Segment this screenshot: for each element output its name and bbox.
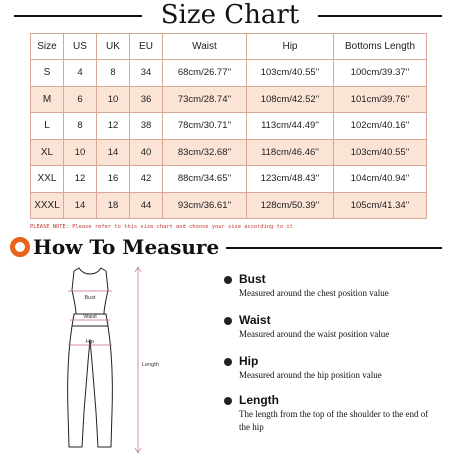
- how-to-measure-header: [0, 233, 456, 263]
- title-rule-left: [14, 15, 142, 17]
- column-header-hip: Hip: [247, 34, 334, 60]
- table-row: [31, 60, 427, 87]
- table-row: [31, 113, 427, 140]
- cell-size: M: [31, 86, 64, 113]
- cell-us: 8: [64, 113, 97, 140]
- column-header-waist: Waist: [163, 34, 247, 60]
- cell-hip: 108cm/42.52'': [247, 86, 334, 113]
- figure-label-hip: Hip: [85, 339, 95, 345]
- cell-bottoms-length: 103cm/40.55'': [334, 139, 427, 166]
- table-row: [31, 166, 427, 193]
- cell-waist: 88cm/34.65'': [163, 166, 247, 193]
- column-header-uk: UK: [97, 34, 130, 60]
- section-rule: [226, 247, 442, 249]
- measure-description: Measured around the waist position value: [239, 329, 390, 339]
- jumpsuit-outline-illustration: [30, 262, 210, 454]
- size-table: [30, 33, 427, 219]
- cell-waist: 93cm/36.61'': [163, 192, 247, 219]
- cell-uk: 10: [97, 86, 130, 113]
- measurement-figure: [30, 262, 210, 454]
- dot-icon: [223, 396, 233, 406]
- dot-icon: [223, 316, 233, 326]
- page-title: Size Chart: [160, 0, 300, 30]
- cell-uk: 14: [97, 139, 130, 166]
- cell-us: 14: [64, 192, 97, 219]
- cell-size: XL: [31, 139, 64, 166]
- cell-bottoms-length: 101cm/39.76'': [334, 86, 427, 113]
- cell-size: L: [31, 113, 64, 140]
- cell-hip: 123cm/48.43'': [247, 166, 334, 193]
- cell-uk: 16: [97, 166, 130, 193]
- measure-name: Hip: [239, 354, 259, 368]
- cell-uk: 8: [97, 60, 130, 87]
- cell-waist: 83cm/32.68'': [163, 139, 247, 166]
- figure-label-waist: Waist: [83, 314, 97, 320]
- size-chart-header: [0, 0, 456, 30]
- cell-eu: 40: [130, 139, 163, 166]
- cell-size: XXL: [31, 166, 64, 193]
- title-rule-right: [318, 15, 442, 17]
- cell-us: 4: [64, 60, 97, 87]
- table-header-row: [31, 34, 427, 60]
- cell-waist: 78cm/30.71'': [163, 113, 247, 140]
- figure-label-bust: Bust: [84, 295, 96, 301]
- measure-name: Waist: [239, 313, 271, 327]
- table-row: [31, 86, 427, 113]
- cell-hip: 118cm/46.46'': [247, 139, 334, 166]
- measure-description: Measured around the chest position value: [239, 288, 389, 298]
- measure-name: Length: [239, 393, 279, 407]
- measure-description: The length from the top of the shoulder to the end of the hip: [239, 409, 429, 432]
- cell-hip: 113cm/44.49'': [247, 113, 334, 140]
- column-header-bottoms-length: Bottoms Length: [334, 34, 427, 60]
- cell-us: 12: [64, 166, 97, 193]
- cell-uk: 12: [97, 113, 130, 140]
- cell-size: S: [31, 60, 64, 87]
- cell-bottoms-length: 100cm/39.37'': [334, 60, 427, 87]
- cell-waist: 68cm/26.77'': [163, 60, 247, 87]
- cell-eu: 36: [130, 86, 163, 113]
- table-row: [31, 139, 427, 166]
- cell-eu: 38: [130, 113, 163, 140]
- column-header-eu: EU: [130, 34, 163, 60]
- measure-description: Measured around the hip position value: [239, 370, 382, 380]
- figure-label-length: Length: [142, 362, 159, 368]
- cell-bottoms-length: 105cm/41.34'': [334, 192, 427, 219]
- cell-waist: 73cm/28.74'': [163, 86, 247, 113]
- cell-bottoms-length: 104cm/40.94'': [334, 166, 427, 193]
- cell-us: 6: [64, 86, 97, 113]
- cell-hip: 103cm/40.55'': [247, 60, 334, 87]
- column-header-size: Size: [31, 34, 64, 60]
- cell-us: 10: [64, 139, 97, 166]
- cell-bottoms-length: 102cm/40.16'': [334, 113, 427, 140]
- size-note: PLEASE NOTE: Please refer to this size chart and choose your size according to it: [30, 224, 293, 230]
- cell-hip: 128cm/50.39'': [247, 192, 334, 219]
- table-row: [31, 192, 427, 219]
- cell-uk: 18: [97, 192, 130, 219]
- cell-eu: 44: [130, 192, 163, 219]
- column-header-us: US: [64, 34, 97, 60]
- section-title: How To Measure: [33, 235, 220, 259]
- cell-eu: 42: [130, 166, 163, 193]
- cell-eu: 34: [130, 60, 163, 87]
- ring-icon: [10, 237, 30, 257]
- dot-icon: [223, 275, 233, 285]
- cell-size: XXXL: [31, 192, 64, 219]
- measure-name: Bust: [239, 272, 266, 286]
- dot-icon: [223, 357, 233, 367]
